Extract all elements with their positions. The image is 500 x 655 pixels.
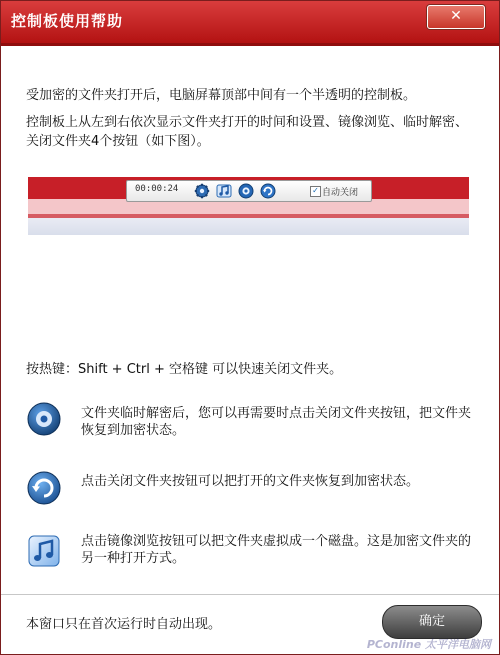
- description-paragraph: 控制板上从左到右依次显示文件夹打开的时间和设置、镜像浏览、临时解密、关闭文件夹4个按钮（如下图）。: [26, 115, 469, 149]
- help-text-close-folder: 点击关闭文件夹按钮可以把打开的文件夹恢复到加密状态。: [81, 474, 420, 489]
- open-time: 00:00:24: [135, 184, 179, 194]
- intro-paragraph: 受加密的文件夹打开后，电脑屏幕顶部中间有一个半透明的控制板。: [26, 88, 417, 103]
- auto-close-label: 自动关闭: [322, 188, 359, 198]
- control-panel-preview: [28, 177, 469, 235]
- close-folder-icon[interactable]: [260, 183, 276, 199]
- title-bar: [1, 1, 499, 46]
- music-icon: [26, 533, 62, 569]
- decrypt-icon: [26, 401, 62, 437]
- decrypt-icon[interactable]: [238, 183, 254, 199]
- auto-close-checkbox[interactable]: ✓: [310, 186, 321, 197]
- help-text-mirror-browse: 点击镜像浏览按钮可以把文件夹虚拟成一个磁盘。这是加密文件夹的另一种打开方式。: [81, 534, 472, 566]
- help-text-decrypt: 文件夹临时解密后，您可以再需要时点击关闭文件夹按钮，把文件夹恢复到加密状态。: [81, 406, 472, 438]
- gear-icon[interactable]: [194, 183, 210, 199]
- control-panel-bar: [126, 180, 372, 202]
- window-title: 控制板使用帮助: [11, 12, 124, 30]
- close-button[interactable]: ✕: [427, 5, 485, 29]
- hotkey-hint: 按热键：Shift + Ctrl + 空格键 可以快速关闭文件夹。: [26, 362, 343, 377]
- footer-divider: [1, 594, 499, 595]
- ok-button[interactable]: 确定: [382, 605, 482, 639]
- close-folder-icon: [26, 470, 62, 506]
- watermark: PConline 太平洋电脑网: [366, 638, 491, 651]
- music-icon[interactable]: [216, 183, 232, 199]
- footer-note: 本窗口只在首次运行时自动出现。: [26, 617, 222, 632]
